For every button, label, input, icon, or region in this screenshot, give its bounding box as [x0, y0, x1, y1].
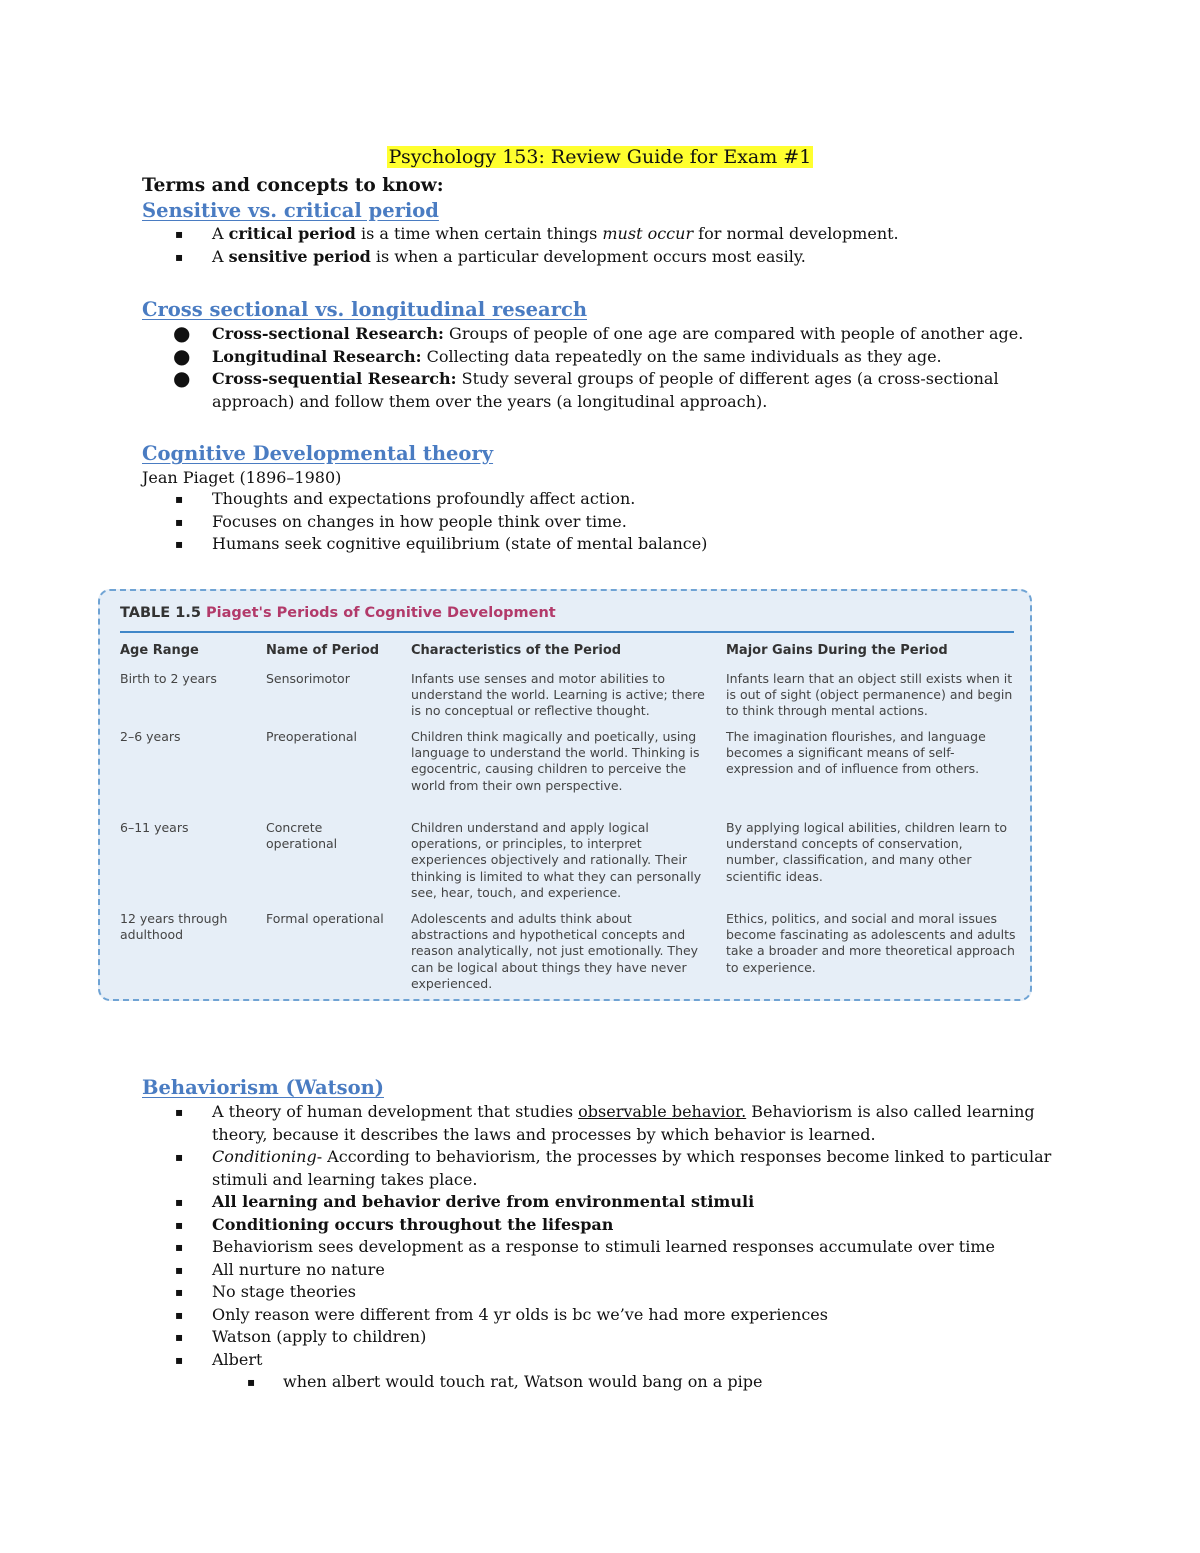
subtitle: Terms and concepts to know: [142, 175, 444, 196]
table-cell: Adolescents and adults think about abstractions and hypothetical concepts and reason analytically, not just emotionally. They can be logical about things they have never experienced. [411, 911, 699, 991]
bullet-icon: ▪ [175, 1285, 184, 1299]
list-item: ▪ Conditioning occurs throughout the lifespan [142, 1214, 1062, 1237]
list-item: ▪ Only reason were different from 4 yr olds is bc we’ve had more experiences [142, 1304, 1062, 1327]
table-header: Name of Period [266, 643, 380, 658]
table-caption: TABLE 1.5 Piaget's Periods of Cognitive Development [120, 605, 556, 621]
bullet-icon: ▪ [175, 227, 184, 241]
list-item: ● Longitudinal Research: Collecting data repeatedly on the same individuals as they age. [173, 343, 942, 368]
table-cell: 6–11 years [120, 820, 189, 835]
table-rule [120, 631, 1014, 633]
list-item: ● Cross-sectional Research: Groups of people of one age are compared with people of another age. [173, 321, 1024, 345]
list-item: ▪ All learning and behavior derive from environmental stimuli [142, 1191, 1062, 1214]
section-heading-behaviorism: Behaviorism (Watson) [142, 1076, 384, 1099]
bullet-icon: ▪ [175, 1262, 184, 1277]
bullet-icon: ▪ [175, 1217, 184, 1232]
table-cell: Concrete operational [266, 820, 338, 852]
bullet-icon: ● [173, 343, 191, 368]
list-item: ▪ when albert would touch rat, Watson would bang on a pipe [142, 1371, 1062, 1394]
bullet-icon: ▪ [175, 1150, 184, 1164]
table-header: Age Range [120, 643, 199, 658]
table-cell: Preoperational [266, 729, 358, 744]
table-cell: Children understand and apply logical operations, or principles, to interpret experiences objectively and rationally. Their thinking is limited to what they can personally see, hear, touch, and experience. [411, 820, 702, 900]
person-name: Jean Piaget (1896–1980) [142, 468, 342, 487]
section-heading-sensitive-critical: Sensitive vs. critical period [142, 199, 439, 222]
list-item: ● Cross-sequential Research: Study several groups of people of different ages (a cross-sectional approach) and follow them over the years (a longitudinal approach). [173, 366, 999, 411]
table-cell: Children think magically and poetically, using language to understand the world. Thinking is egocentric, causing children to perceive the world from their own perspective. [411, 729, 700, 793]
list-item: ▪ Albert [142, 1349, 1062, 1372]
table-cell: By applying logical abilities, children learn to understand concepts of conservation, number, classification, and many other scientific ideas. [726, 820, 1008, 884]
list-item: ▪ A sensitive period is when a particular development occurs most easily. [142, 246, 1062, 269]
bullet-icon: ▪ [175, 514, 184, 529]
section3-list [142, 488, 1062, 556]
table-cell: Infants use senses and motor abilities to understand the world. Learning is active; there is no conceptual or reflective thought. [411, 671, 705, 719]
bullet-icon: ▪ [175, 1307, 184, 1322]
list-item: ▪ All nurture no nature [142, 1259, 1062, 1282]
table-cell: Ethics, politics, and social and moral issues become fascinating as adolescents and adults take a broader and more theoretical approach to experience. [726, 911, 1016, 975]
list-item: ▪ Humans seek cognitive equilibrium (state of mental balance) [142, 533, 1062, 556]
table-cell: Sensorimotor [266, 671, 350, 686]
bullet-icon: ▪ [175, 1240, 184, 1254]
bullet-icon: ▪ [175, 1352, 184, 1367]
bullet-icon: ● [173, 366, 191, 390]
list-item: ▪ Watson (apply to children) [142, 1326, 1062, 1349]
list-item: ▪ A theory of human development that studies observable behavior. Behaviorism is also called learning theory, because it describes the laws and processes by which behavior is learned. [175, 1102, 1035, 1144]
section-heading-cognitive: Cognitive Developmental theory [142, 442, 494, 465]
document-title: Psychology 153: Review Guide for Exam #1 [388, 146, 812, 168]
list-item: ▪ Thoughts and expectations profoundly affect action. [142, 488, 1062, 511]
list-item: ▪ No stage theories [142, 1281, 1062, 1304]
bullet-icon: ▪ [247, 1375, 256, 1389]
table-cell: Formal operational [266, 911, 384, 926]
list-item: ▪ A critical period is a time when certain things must occur for normal development. [142, 223, 1062, 246]
section2-list [142, 323, 1062, 413]
list-item: ▪ Conditioning- According to behaviorism, the processes by which responses become linked to particular stimuli and learning takes place. [175, 1147, 1052, 1189]
section4-list [142, 1101, 1062, 1394]
table-cell: Birth to 2 years [120, 671, 217, 686]
table-cell: 2–6 years [120, 729, 181, 744]
bullet-icon: ▪ [175, 249, 184, 264]
bullet-icon: ▪ [175, 1195, 184, 1209]
section1-list [142, 223, 1062, 268]
table-cell: Infants learn that an object still exists when it is out of sight (object permanence) and begin to think through mental actions. [726, 671, 1013, 719]
table-header: Major Gains During the Period [726, 643, 948, 658]
bullet-icon: ▪ [175, 1330, 184, 1344]
table-cell: The imagination flourishes, and language becomes a significant means of self-expression and of influence from others. [726, 729, 986, 777]
piaget-table-figure [98, 589, 1032, 1001]
bullet-icon: ▪ [175, 1105, 184, 1119]
list-item: ▪ Focuses on changes in how people think over time. [142, 511, 1062, 534]
list-item: ▪ Behaviorism sees development as a response to stimuli learned responses accumulate over time [142, 1236, 1062, 1259]
bullet-icon: ▪ [175, 492, 184, 506]
table-cell: 12 years through adulthood [120, 911, 228, 943]
table-header: Characteristics of the Period [411, 643, 622, 658]
bullet-icon: ● [173, 321, 191, 345]
bullet-icon: ▪ [175, 537, 184, 551]
section-heading-research: Cross sectional vs. longitudinal research [142, 298, 588, 321]
